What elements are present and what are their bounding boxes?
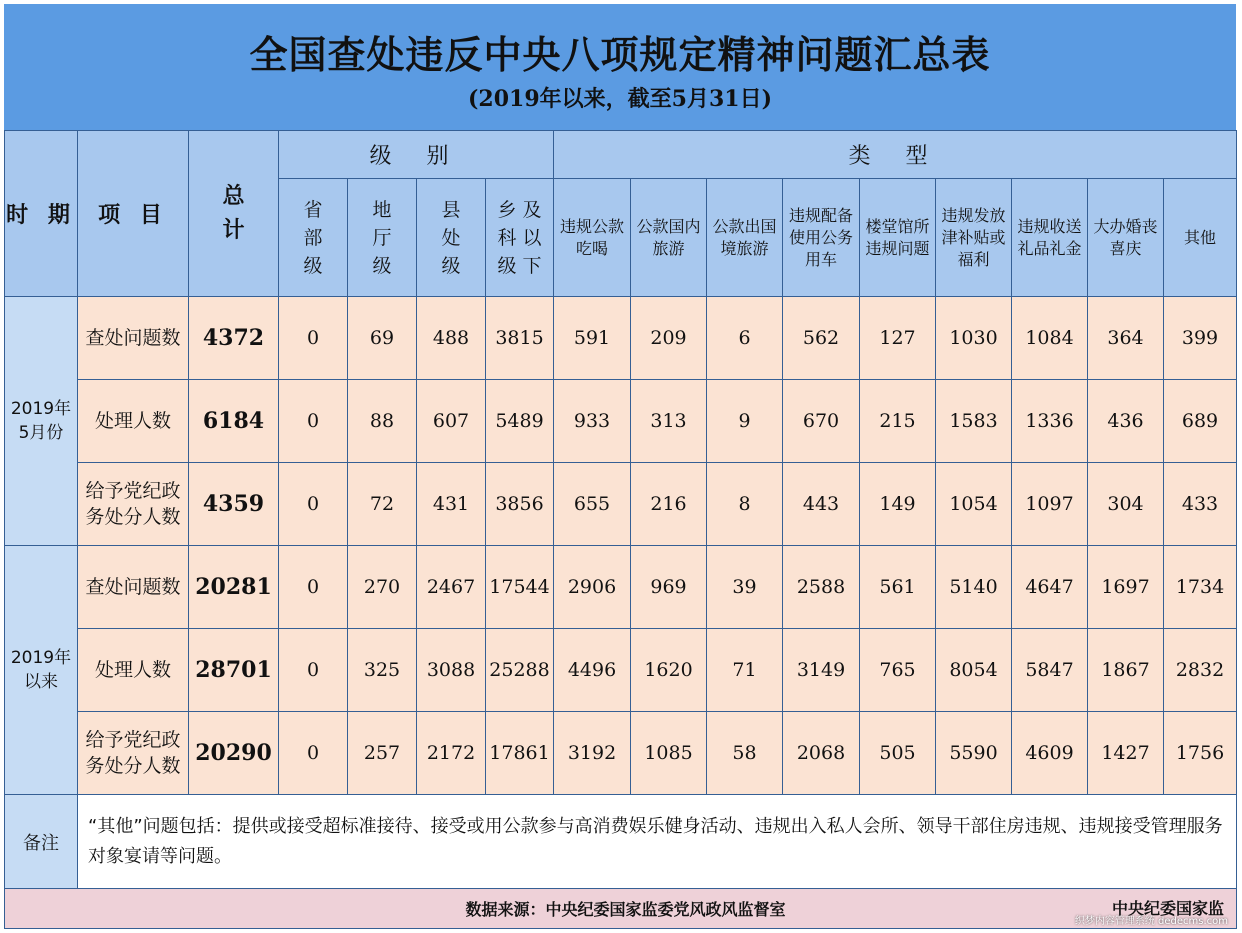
value-cell: 0	[279, 546, 348, 629]
value-cell: 39	[707, 546, 783, 629]
item-cell: 处理人数	[78, 380, 189, 463]
value-cell: 71	[707, 629, 783, 712]
header-item: 项 目	[78, 131, 189, 297]
value-cell: 4496	[554, 629, 631, 712]
value-cell: 216	[631, 463, 707, 546]
value-cell: 0	[279, 463, 348, 546]
header-type-4: 楼堂馆所 违规问题	[860, 179, 936, 297]
value-cell: 325	[348, 629, 417, 712]
value-cell: 505	[860, 712, 936, 795]
footer-bar	[5, 889, 1237, 929]
value-cell: 1097	[1012, 463, 1088, 546]
value-cell: 3192	[554, 712, 631, 795]
value-cell: 17861	[486, 712, 554, 795]
value-cell: 3149	[783, 629, 860, 712]
value-cell: 607	[417, 380, 486, 463]
value-cell: 8054	[936, 629, 1012, 712]
value-cell: 443	[783, 463, 860, 546]
value-cell: 1085	[631, 712, 707, 795]
item-cell: 处理人数	[78, 629, 189, 712]
header-period: 时 期	[5, 131, 78, 297]
header-level-2: 县 处 级	[417, 179, 486, 297]
value-cell: 209	[631, 297, 707, 380]
value-cell: 933	[554, 380, 631, 463]
table-row	[5, 546, 1237, 629]
value-cell: 0	[279, 629, 348, 712]
summary-table	[4, 130, 1237, 929]
header-type-0: 违规公款 吃喝	[554, 179, 631, 297]
value-cell: 655	[554, 463, 631, 546]
value-cell: 1427	[1088, 712, 1164, 795]
value-cell: 72	[348, 463, 417, 546]
period-cell: 2019年 5月份	[5, 297, 78, 546]
value-cell: 69	[348, 297, 417, 380]
note-text: “其他”问题包括：提供或接受超标准接待、接受或用公款参与高消费娱乐健身活动、违规出入私人会所、领导干部住房违规、违规接受管理服务对象宴请等问题。	[78, 795, 1237, 889]
value-cell: 5590	[936, 712, 1012, 795]
title-band	[4, 4, 1236, 132]
value-cell: 591	[554, 297, 631, 380]
value-cell: 2832	[1164, 629, 1237, 712]
item-cell: 查处问题数	[78, 297, 189, 380]
header-total-label: 总 计	[222, 183, 245, 243]
value-cell: 1620	[631, 629, 707, 712]
value-cell: 270	[348, 546, 417, 629]
value-cell: 313	[631, 380, 707, 463]
watermark: 织梦内容管理系统 dedecms.com	[1074, 916, 1228, 927]
header-level-group: 级 别	[279, 131, 554, 179]
value-cell: 149	[860, 463, 936, 546]
value-cell: 0	[279, 380, 348, 463]
value-cell: 1697	[1088, 546, 1164, 629]
value-cell: 17544	[486, 546, 554, 629]
value-cell: 4647	[1012, 546, 1088, 629]
table-row	[5, 297, 1237, 380]
value-cell: 436	[1088, 380, 1164, 463]
header-type-2: 公款出国 境旅游	[707, 179, 783, 297]
value-cell: 399	[1164, 297, 1237, 380]
total-cell: 4359	[189, 463, 279, 546]
total-cell: 28701	[189, 629, 279, 712]
value-cell: 5489	[486, 380, 554, 463]
header-total	[189, 131, 279, 297]
value-cell: 304	[1088, 463, 1164, 546]
value-cell: 2467	[417, 546, 486, 629]
value-cell: 1336	[1012, 380, 1088, 463]
value-cell: 2172	[417, 712, 486, 795]
data-source: 数据来源：中央纪委国家监委党风政风监督室	[465, 900, 786, 919]
page-subtitle: (2019年以来，截至5月31日)	[468, 86, 772, 112]
table-row	[5, 712, 1237, 795]
value-cell: 1583	[936, 380, 1012, 463]
value-cell: 8	[707, 463, 783, 546]
value-cell: 25288	[486, 629, 554, 712]
value-cell: 9	[707, 380, 783, 463]
value-cell: 1054	[936, 463, 1012, 546]
header-level-0: 省 部 级	[279, 179, 348, 297]
value-cell: 257	[348, 712, 417, 795]
item-cell: 查处问题数	[78, 546, 189, 629]
value-cell: 1030	[936, 297, 1012, 380]
value-cell: 1756	[1164, 712, 1237, 795]
total-cell: 4372	[189, 297, 279, 380]
value-cell: 0	[279, 712, 348, 795]
value-cell: 364	[1088, 297, 1164, 380]
total-cell: 20290	[189, 712, 279, 795]
value-cell: 562	[783, 297, 860, 380]
header-type-1: 公款国内 旅游	[631, 179, 707, 297]
value-cell: 1734	[1164, 546, 1237, 629]
value-cell: 4609	[1012, 712, 1088, 795]
header-level-3: 乡 及 科 以 级 下	[486, 179, 554, 297]
value-cell: 88	[348, 380, 417, 463]
value-cell: 2068	[783, 712, 860, 795]
header-type-7: 大办婚丧 喜庆	[1088, 179, 1164, 297]
value-cell: 5847	[1012, 629, 1088, 712]
footer-publisher: 中央纪委国家监	[1111, 899, 1224, 918]
header-type-group: 类 型	[554, 131, 1237, 179]
item-cell: 给予党纪政 务处分人数	[78, 463, 189, 546]
value-cell: 6	[707, 297, 783, 380]
value-cell: 1084	[1012, 297, 1088, 380]
value-cell: 670	[783, 380, 860, 463]
table-row	[5, 463, 1237, 546]
value-cell: 0	[279, 297, 348, 380]
table-row	[5, 629, 1237, 712]
value-cell: 561	[860, 546, 936, 629]
header-type-5: 违规发放 津补贴或 福利	[936, 179, 1012, 297]
value-cell: 215	[860, 380, 936, 463]
note-label: 备注	[5, 795, 78, 889]
table-row	[5, 380, 1237, 463]
header-type-8: 其他	[1164, 179, 1237, 297]
header-type-6: 违规收送 礼品礼金	[1012, 179, 1088, 297]
total-cell: 20281	[189, 546, 279, 629]
value-cell: 488	[417, 297, 486, 380]
value-cell: 3856	[486, 463, 554, 546]
value-cell: 433	[1164, 463, 1237, 546]
total-cell: 6184	[189, 380, 279, 463]
period-cell: 2019年 以来	[5, 546, 78, 795]
value-cell: 3815	[486, 297, 554, 380]
value-cell: 58	[707, 712, 783, 795]
value-cell: 765	[860, 629, 936, 712]
value-cell: 689	[1164, 380, 1237, 463]
value-cell: 3088	[417, 629, 486, 712]
header-type-3: 违规配备 使用公务 用车	[783, 179, 860, 297]
value-cell: 969	[631, 546, 707, 629]
value-cell: 2588	[783, 546, 860, 629]
item-cell: 给予党纪政 务处分人数	[78, 712, 189, 795]
value-cell: 5140	[936, 546, 1012, 629]
page-title: 全国查处违反中央八项规定精神问题汇总表	[249, 32, 991, 77]
value-cell: 127	[860, 297, 936, 380]
value-cell: 2906	[554, 546, 631, 629]
value-cell: 431	[417, 463, 486, 546]
value-cell: 1867	[1088, 629, 1164, 712]
header-level-1: 地 厅 级	[348, 179, 417, 297]
